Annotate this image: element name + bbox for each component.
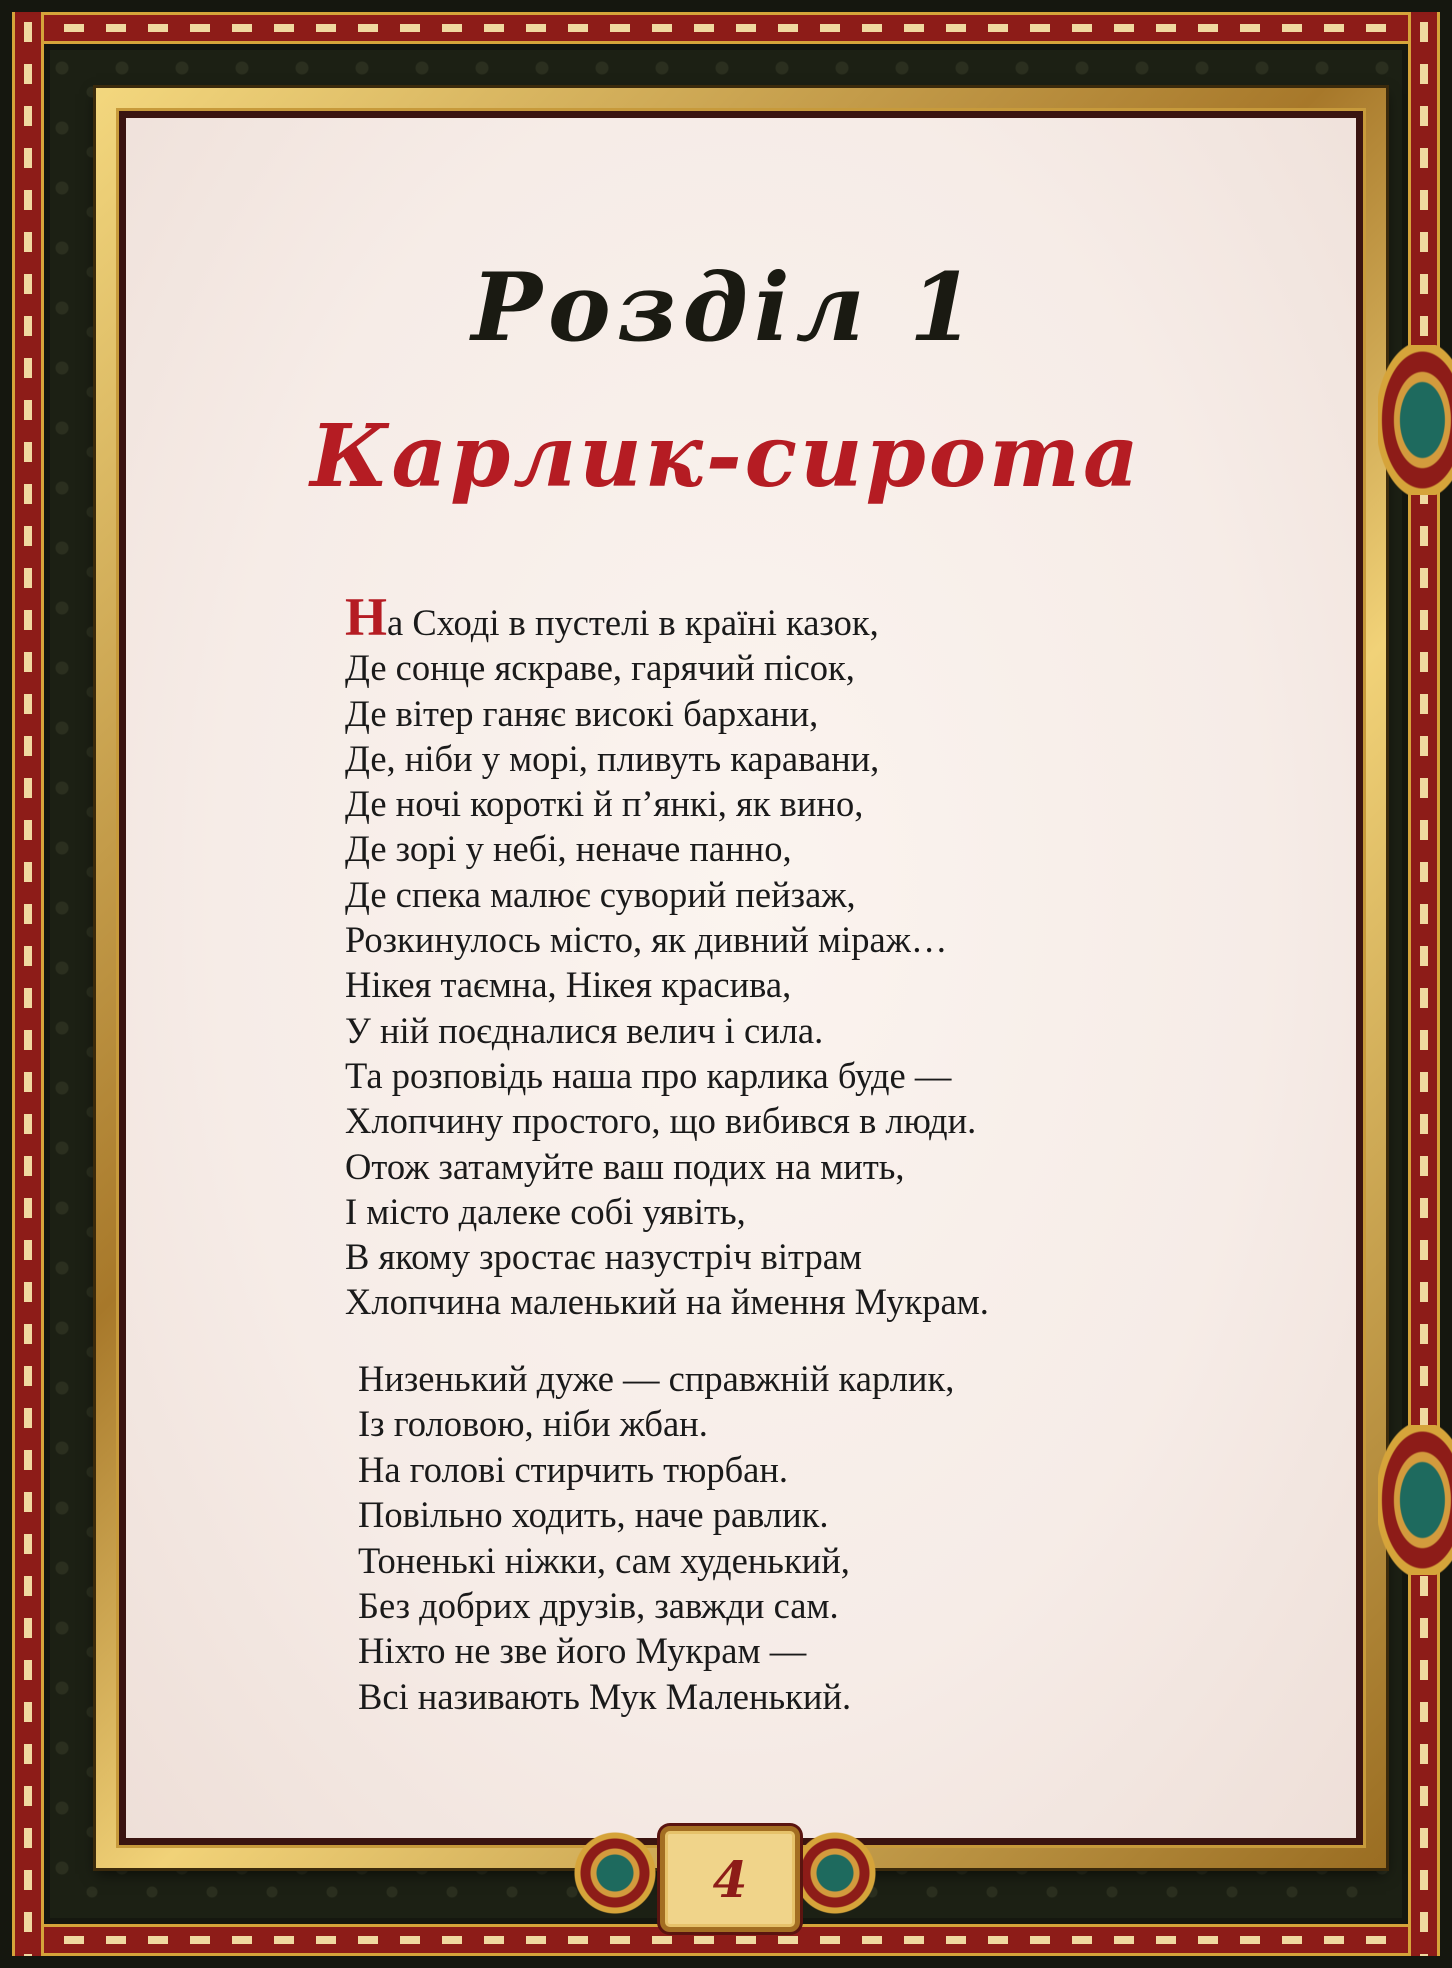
poem-stanza-1 <box>345 587 1265 1325</box>
poem-line: Де спека малює суворий пейзаж, <box>345 873 856 915</box>
poem-line: Всі називають Мук Маленький. <box>358 1675 852 1717</box>
poem-line: Де зорі у небі, неначе панно, <box>345 828 792 870</box>
page-number-box <box>660 1826 800 1932</box>
drop-cap: Н <box>345 587 388 647</box>
poem-line: У ній поєдналися велич і сила. <box>345 1009 824 1051</box>
chapter-heading: Розділ 1 <box>471 252 981 363</box>
chapter-title: Карлик-сирота <box>310 406 1142 508</box>
page-number-plate <box>560 1818 890 1928</box>
poem-line: Повільно ходить, наче равлик. <box>358 1494 829 1536</box>
poem-line: Хлопчина маленький на ймення Мукрам. <box>345 1281 989 1323</box>
poem-line: І місто далеке собі уявіть, <box>345 1190 746 1232</box>
poem-line: На голові стирчить тюрбан. <box>358 1448 789 1490</box>
poem-line: Де, ніби у морі, пливуть каравани, <box>345 737 880 779</box>
poem-line: Розкинулось місто, як дивний міраж… <box>345 919 948 961</box>
poem-line: В якому зростає назустріч вітрам <box>345 1236 863 1278</box>
poem-line: Отож затамуйте ваш подих на мить, <box>345 1145 905 1187</box>
poem-line: Із головою, ніби жбан. <box>358 1403 708 1445</box>
poem-line: Нікея таємна, Нікея красива, <box>345 964 792 1006</box>
poem-line: Де вітер ганяє високі бархани, <box>345 692 819 734</box>
poem-line: Без добрих друзів, завжди сам. <box>358 1585 839 1627</box>
poem-line: Хлопчину простого, що вибився в люди. <box>345 1100 977 1142</box>
poem-line: Тоненькі ніжки, сам худенький, <box>358 1539 850 1581</box>
poem-line: Де ночі короткі й п’янкі, як вино, <box>345 783 864 825</box>
top-border-band <box>12 12 1440 44</box>
ornament-knot-left <box>560 1828 670 1918</box>
page-number: 4 <box>712 1849 748 1909</box>
poem-line: Ніхто не зве його Мукрам — <box>358 1630 807 1672</box>
poem-stanza-2 <box>358 1356 1258 1719</box>
poem-line: Низенький дуже — справжній карлик, <box>358 1358 955 1399</box>
poem-line: Де сонце яскраве, гарячий пісок, <box>345 647 855 689</box>
poem-line: Та розповідь наша про карлика буде — <box>345 1054 952 1096</box>
ornament-medallion-lower <box>1378 1425 1452 1575</box>
poem-line: На Сході в пустелі в країні казок, <box>345 587 879 647</box>
